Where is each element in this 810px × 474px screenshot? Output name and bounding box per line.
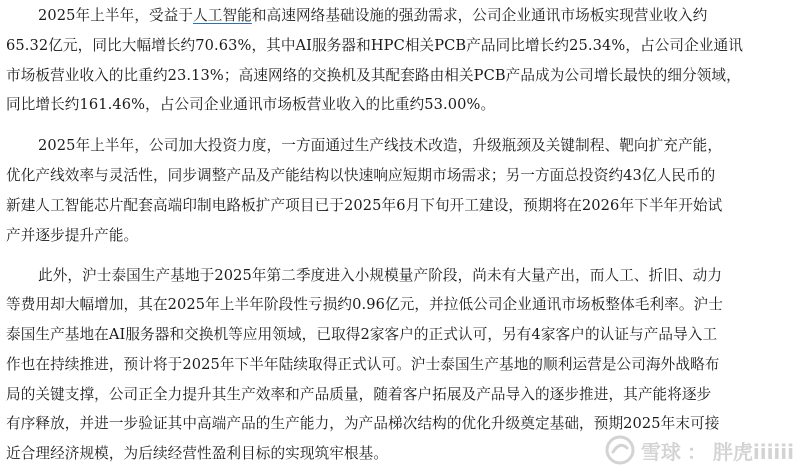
paragraph-1-line-4: 同比增长约161.46%，占公司企业通讯市场板营业收入的比重约53.00%。 [6,96,496,113]
watermark [605,432,794,468]
paragraph-1-line-1 [38,6,707,26]
paragraph-3-line-6: 有序释放，并进一步验证其中高端产品的生产能力，为产品梯次结构的优化升级奠定基础，预期2025年末可接 [6,415,720,432]
paragraph-1-line-2: 65.32亿元，同比大幅增长约70.63%，其中AI服务器和HPC相关PCB产品同比增长约25.34%，占公司企业通讯 [6,37,743,54]
paragraph-3-line-4: 作也在持续推进，预计将于2025年下半年陆续取得正式认可。沪士泰国生产基地的顺利运营是公司海外战略布 [6,356,720,373]
paragraph-2-line-3: 新建人工智能芯片配套高端印制电路板扩产项目已于2025年6月下旬开工建设，预期将在2026年下半年开始试 [6,197,723,214]
paragraph-1-line-3: 市场板营业收入的比重约23.13%；高速网络的交换机及其配套路由相关PCB产品成为公司增长最快的细分领域， [6,67,741,84]
paragraph-2-line-2: 优化产线效率与灵活性，同步调整产品及产能结构以快速响应短期市场需求；另一方面总投资约43亿人民币的 [6,167,716,184]
paragraph-2-line-4: 产并逐步提升产能。 [6,227,139,244]
paragraph-3-line-5: 局的关键支撑，公司正全力提升其生产效率和产品质量，随着客户拓展及产品导入的逐步推进，其产能将逐步 [6,386,712,403]
paragraph-3-line-2: 等费用却大幅增加，其在2025年上半年阶段性亏损约0.96亿元，并拉低公司企业通讯市场板整体毛利率。沪士 [6,296,723,313]
paragraph-2-line-1: 2025年上半年，公司加大投资力度，一方面通过生产线技术改造，升级瓶颈及关键制程、靶向扩充产能， [38,137,723,154]
text-run: 和高速网络基础设施的强劲需求，公司企业通讯市场板实现营业收入约 [251,7,708,24]
snowball-logo-icon [605,435,635,465]
paragraph-3-line-1: 此外，沪士泰国生产基地于2025年第二季度进入小规模量产阶段，尚未有大量产出，而人工、折旧、动力 [38,267,723,284]
text-run: 2025年上半年，受益于 [38,7,194,24]
paragraph-3-line-3: 泰国生产基地在AI服务器和交换机等应用领域，已取得2家客户的正式认可，另有4家客户的认证与产品导入工 [6,326,718,343]
underlined-term: 人工智能 [193,7,252,24]
watermark-separator: ： [686,439,707,464]
watermark-author: 胖虎iiiiii [712,439,794,464]
watermark-site: 雪球 [640,439,681,464]
paragraph-3-line-7: 近合理经济规模，为后续经营性盈利目标的实现筑牢根基。 [6,445,389,462]
